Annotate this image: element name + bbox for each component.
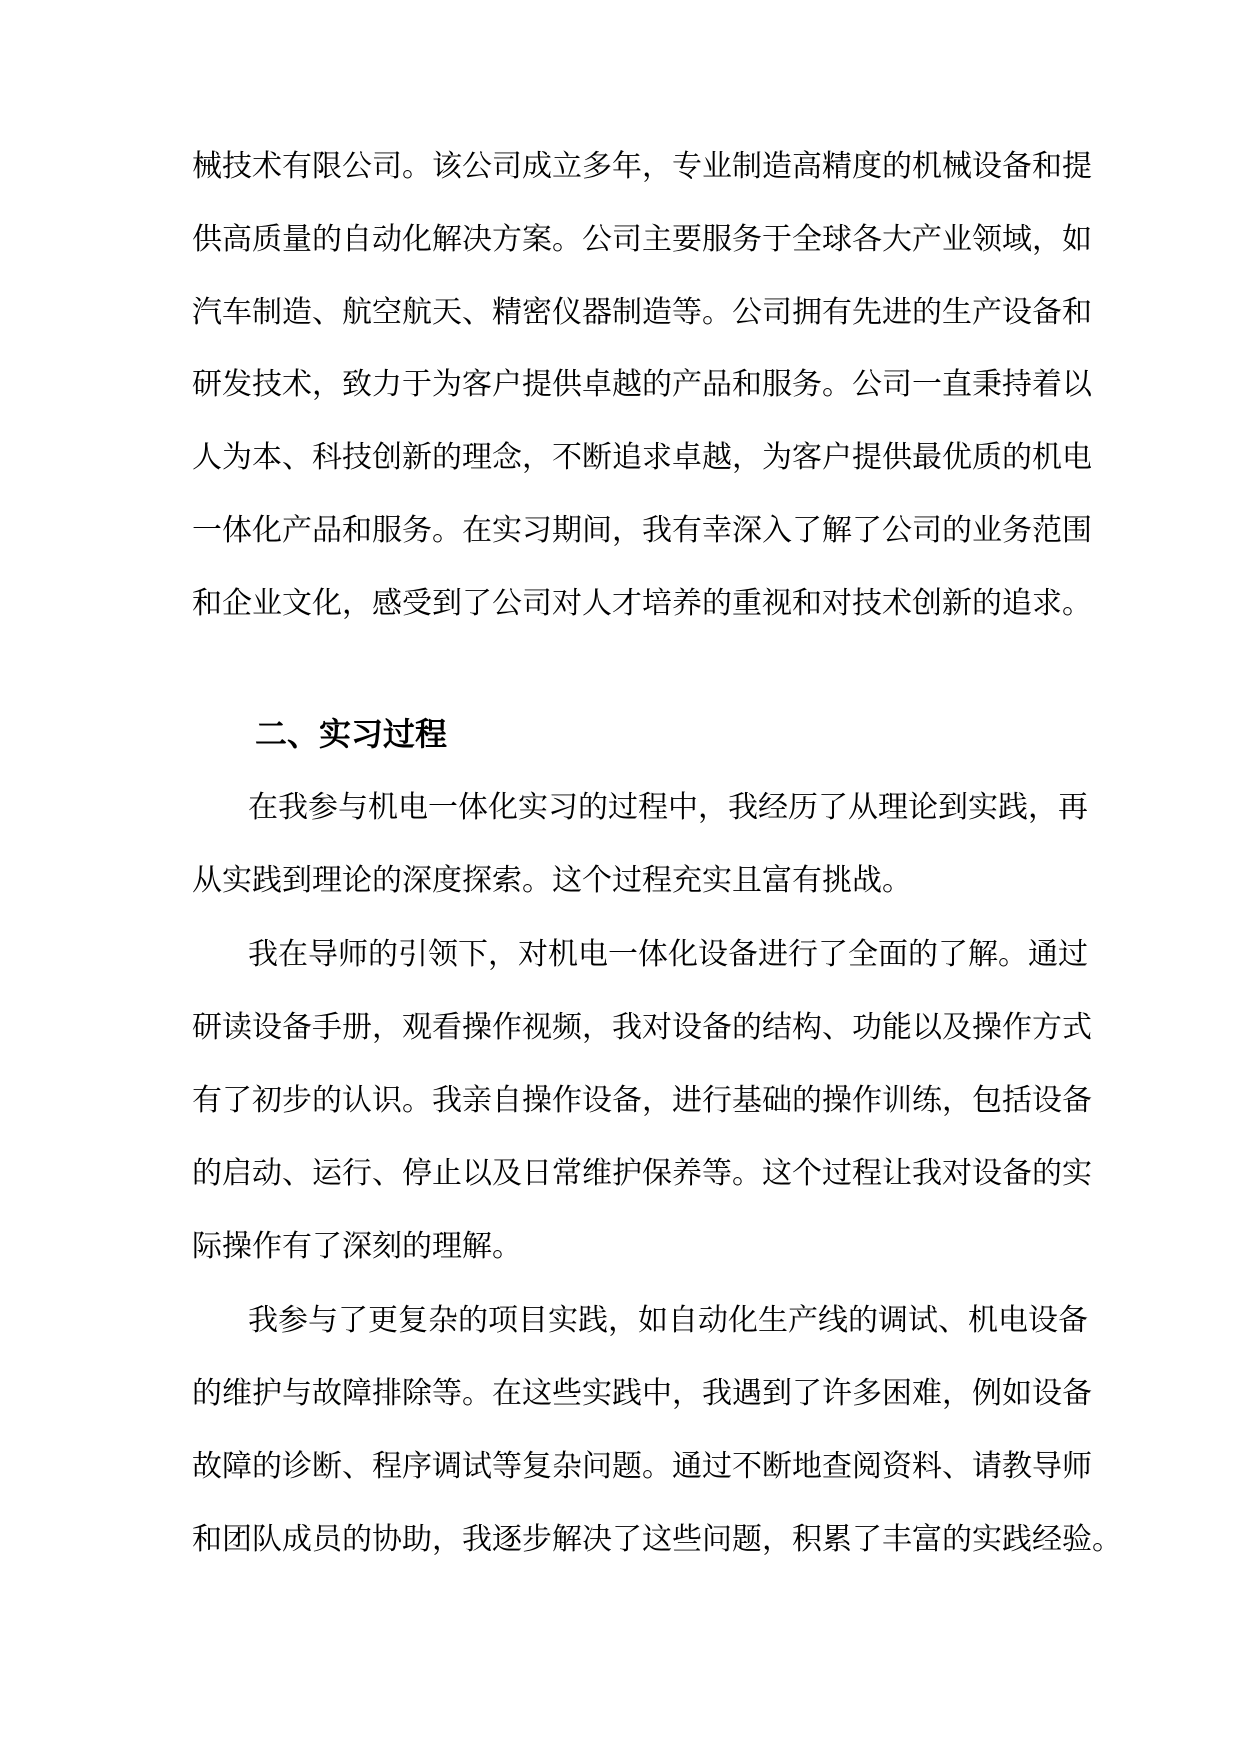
section-heading: 二、实习过程 (255, 715, 448, 753)
paragraph-line: 我参与了更复杂的项目实践，如自动化生产线的调试、机电设备 (248, 1303, 1088, 1338)
paragraph-line: 有了初步的认识。我亲自操作设备，进行基础的操作训练，包括设备 (192, 1083, 1092, 1118)
paragraph-line: 和团队成员的协助，我逐步解决了这些问题，积累了丰富的实践经验。 (192, 1522, 1122, 1557)
paragraph-line: 在我参与机电一体化实习的过程中，我经历了从理论到实践，再 (248, 790, 1088, 825)
paragraph-line: 供高质量的自动化解决方案。公司主要服务于全球各大产业领域，如 (192, 222, 1092, 257)
paragraph-line: 从实践到理论的深度探索。这个过程充实且富有挑战。 (192, 863, 912, 898)
paragraph-line: 汽车制造、航空航天、精密仪器制造等。公司拥有先进的生产设备和 (192, 295, 1092, 330)
paragraph-line: 械技术有限公司。该公司成立多年，专业制造高精度的机械设备和提 (192, 149, 1092, 184)
paragraph-line: 的启动、运行、停止以及日常维护保养等。这个过程让我对设备的实 (192, 1156, 1092, 1191)
paragraph-line: 故障的诊断、程序调试等复杂问题。通过不断地查阅资料、请教导师 (192, 1449, 1092, 1484)
paragraph-line: 人为本、科技创新的理念，不断追求卓越，为客户提供最优质的机电 (192, 440, 1092, 475)
paragraph-line: 研读设备手册，观看操作视频，我对设备的结构、功能以及操作方式 (192, 1010, 1092, 1045)
paragraph-line: 研发技术，致力于为客户提供卓越的产品和服务。公司一直秉持着以 (192, 367, 1092, 402)
paragraph-line: 一体化产品和服务。在实习期间，我有幸深入了解了公司的业务范围 (192, 513, 1092, 548)
paragraph-line: 和企业文化，感受到了公司对人才培养的重视和对技术创新的追求。 (192, 586, 1092, 621)
paragraph-line: 的维护与故障排除等。在这些实践中，我遇到了许多困难，例如设备 (192, 1376, 1092, 1411)
paragraph-line: 我在导师的引领下，对机电一体化设备进行了全面的了解。通过 (248, 937, 1088, 972)
paragraph-line: 际操作有了深刻的理解。 (192, 1229, 522, 1264)
